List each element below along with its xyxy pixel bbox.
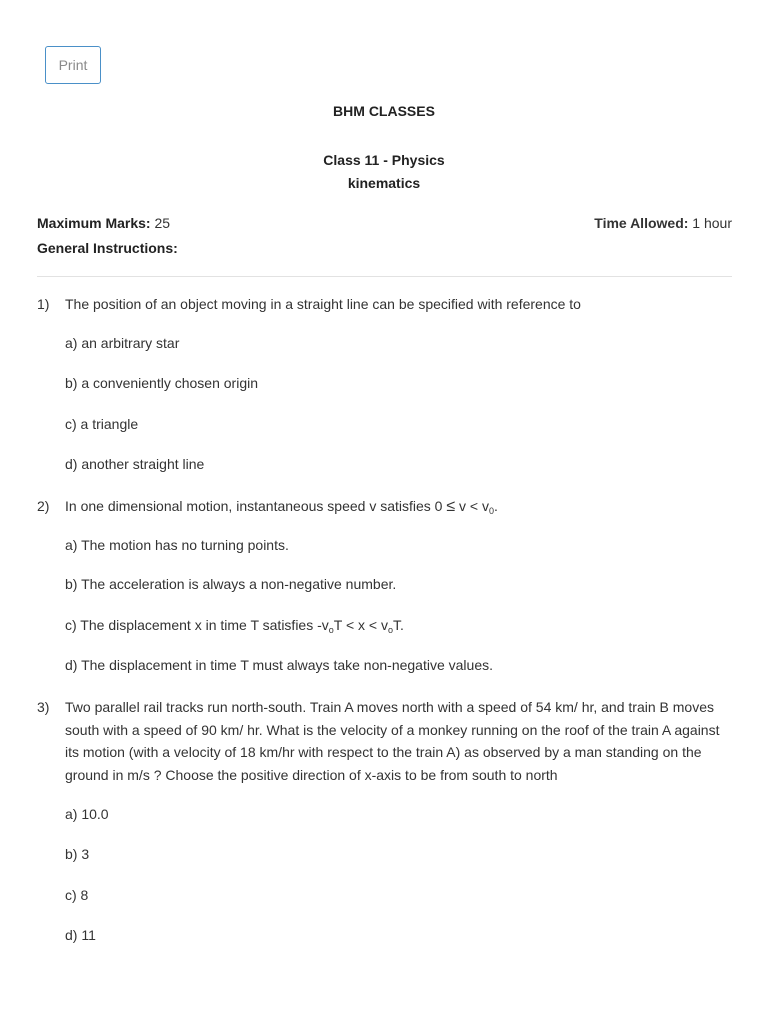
option-3a: a) 10.0 bbox=[65, 806, 109, 822]
question-1 bbox=[37, 293, 737, 316]
option-1b: b) a conveniently chosen origin bbox=[65, 375, 259, 391]
max-marks-value: 25 bbox=[154, 215, 171, 231]
option-2d: d) The displacement in time T must always take non-negative values. bbox=[65, 657, 493, 673]
option-3d: d) 11 bbox=[65, 927, 96, 943]
question-text: The position of an object moving in a straight line can be specified with reference to bbox=[65, 296, 581, 312]
option-2c bbox=[65, 617, 404, 635]
question-text-part: . bbox=[494, 498, 498, 514]
option-3b: b) 3 bbox=[65, 846, 90, 862]
question-text: Two parallel rail tracks run north-south. Train A moves north with a speed of 54 km/ hr, and train B moves south with a speed of 90 km/ hr. What is the velocity of a monkey running on the roof of the train A against its motion (with a velocity of 18 km/hr with respect to the train A) as observed by a man standing on the ground in m/s ? Choose the positive direction of x-axis to be from south to north bbox=[65, 699, 720, 783]
subscript: 0 bbox=[488, 506, 494, 516]
less-equal-symbol: ≤ bbox=[446, 498, 456, 515]
general-instructions-label: General Instructions: bbox=[37, 240, 178, 256]
print-button[interactable]: Print bbox=[45, 46, 101, 84]
time-value: 1 hour bbox=[692, 215, 732, 231]
subscript: o bbox=[388, 625, 394, 635]
option-2a: a) The motion has no turning points. bbox=[65, 537, 289, 553]
question-number: 1) bbox=[37, 296, 50, 312]
question-2 bbox=[37, 495, 737, 523]
time-allowed bbox=[594, 215, 732, 231]
option-1c: c) a triangle bbox=[65, 416, 139, 432]
question-text-part: v < v bbox=[455, 498, 489, 514]
institute-name: BHM CLASSES bbox=[333, 103, 435, 119]
divider bbox=[37, 276, 732, 277]
option-text-part: c) The displacement x in time T satisfies -v bbox=[65, 617, 329, 633]
option-2b: b) The acceleration is always a non-negative number. bbox=[65, 576, 397, 592]
time-label: Time Allowed: bbox=[594, 215, 689, 231]
max-marks-label: Maximum Marks: bbox=[37, 215, 151, 231]
option-text-part: T < x < v bbox=[333, 617, 388, 633]
subscript: o bbox=[328, 625, 334, 635]
option-1d: d) another straight line bbox=[65, 456, 205, 472]
question-number: 2) bbox=[37, 498, 50, 514]
class-subject: Class 11 - Physics bbox=[323, 152, 445, 168]
chapter-title: kinematics bbox=[347, 175, 421, 191]
question-text-part: In one dimensional motion, instantaneous speed v satisfies 0 bbox=[65, 498, 447, 514]
question-3 bbox=[37, 696, 737, 786]
question-number: 3) bbox=[37, 699, 50, 715]
option-3c: c) 8 bbox=[65, 887, 89, 903]
option-text-part: T. bbox=[393, 617, 404, 633]
instructions-row bbox=[37, 240, 732, 256]
question-text bbox=[65, 495, 737, 523]
option-1a: a) an arbitrary star bbox=[65, 335, 180, 351]
